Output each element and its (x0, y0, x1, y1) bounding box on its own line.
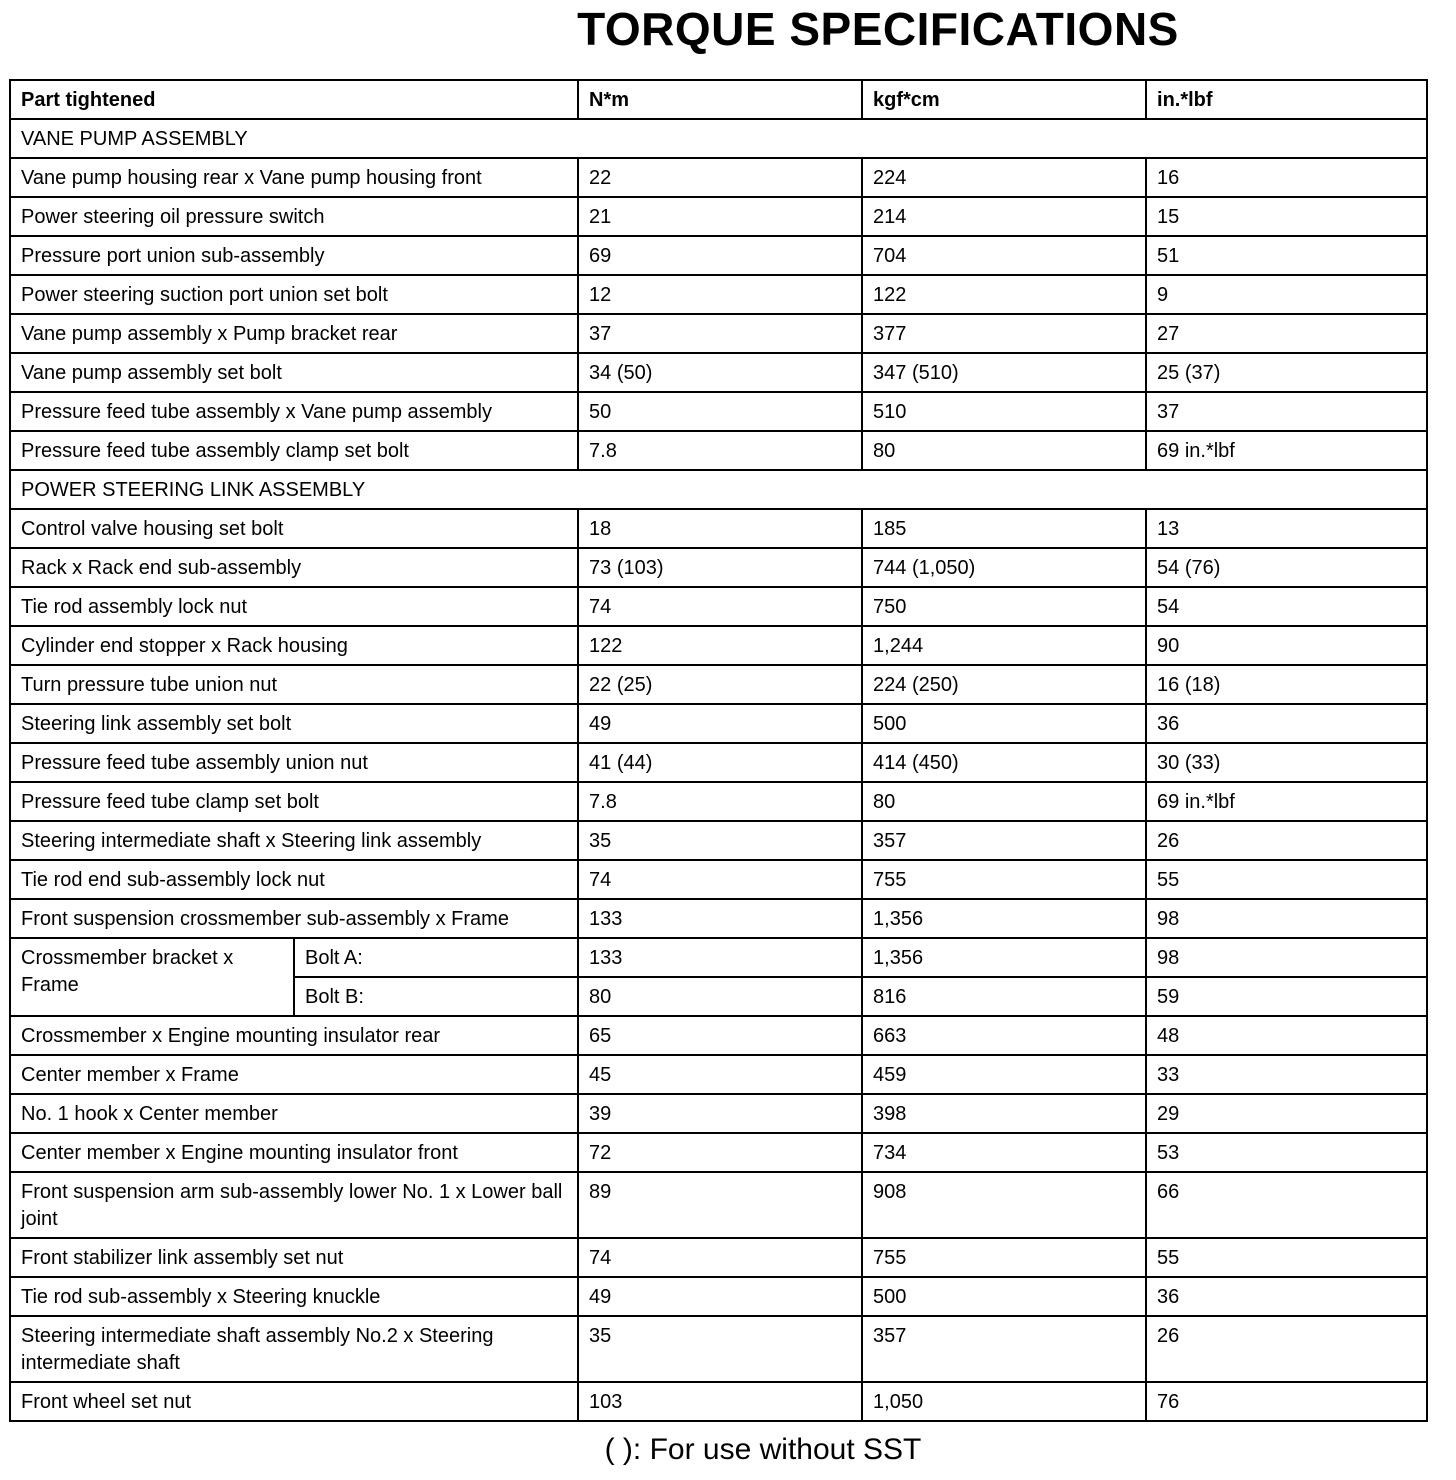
inlbf-cell: 26 (1146, 821, 1427, 860)
nm-cell: 133 (578, 938, 862, 977)
inlbf-cell: 98 (1146, 938, 1427, 977)
nm-cell: 65 (578, 1016, 862, 1055)
inlbf-cell: 26 (1146, 1316, 1427, 1382)
part-cell: Rack x Rack end sub-assembly (10, 548, 578, 587)
footnote: ( ): For use without SST (604, 1433, 922, 1466)
table-body (10, 80, 1427, 1421)
header-nm: N*m (578, 80, 862, 119)
part-cell: Vane pump assembly set bolt (10, 353, 578, 392)
inlbf-cell: 29 (1146, 1094, 1427, 1133)
nm-cell: 18 (578, 509, 862, 548)
part-cell: Steering intermediate shaft assembly No.2 x Steering intermediate shaft (10, 1316, 578, 1382)
nm-cell: 122 (578, 626, 862, 665)
kgfcm-cell: 357 (862, 1316, 1146, 1382)
bolt-label-cell: Bolt A: (294, 938, 578, 977)
table-header-row (10, 80, 1427, 119)
part-cell: Tie rod sub-assembly x Steering knuckle (10, 1277, 578, 1316)
nm-cell: 22 (25) (578, 665, 862, 704)
table-row (10, 587, 1427, 626)
kgfcm-cell: 816 (862, 977, 1146, 1016)
kgfcm-cell: 908 (862, 1172, 1146, 1238)
nm-cell: 41 (44) (578, 743, 862, 782)
table-row (10, 431, 1427, 470)
table-row (10, 782, 1427, 821)
kgfcm-cell: 224 (862, 158, 1146, 197)
kgfcm-cell: 398 (862, 1094, 1146, 1133)
part-cell: Vane pump assembly x Pump bracket rear (10, 314, 578, 353)
kgfcm-cell: 663 (862, 1016, 1146, 1055)
table-row (10, 899, 1427, 938)
inlbf-cell: 54 (76) (1146, 548, 1427, 587)
table-row (10, 548, 1427, 587)
inlbf-cell: 16 (1146, 158, 1427, 197)
nm-cell: 35 (578, 1316, 862, 1382)
inlbf-cell: 76 (1146, 1382, 1427, 1421)
part-cell: Front suspension arm sub-assembly lower No. 1 x Lower ball joint (10, 1172, 578, 1238)
part-cell: Tie rod end sub-assembly lock nut (10, 860, 578, 899)
kgfcm-cell: 750 (862, 587, 1146, 626)
nm-cell: 49 (578, 1277, 862, 1316)
table-row (10, 1016, 1427, 1055)
header-inlbf: in.*lbf (1146, 80, 1427, 119)
bolt-label-cell: Bolt B: (294, 977, 578, 1016)
nm-cell: 7.8 (578, 431, 862, 470)
nm-cell: 45 (578, 1055, 862, 1094)
kgfcm-cell: 80 (862, 431, 1146, 470)
torque-spec-table (9, 79, 1428, 1422)
table-row (10, 275, 1427, 314)
kgfcm-cell: 80 (862, 782, 1146, 821)
nm-cell: 89 (578, 1172, 862, 1238)
part-cell: Tie rod assembly lock nut (10, 587, 578, 626)
nm-cell: 35 (578, 821, 862, 860)
nm-cell: 37 (578, 314, 862, 353)
part-cell: Center member x Frame (10, 1055, 578, 1094)
inlbf-cell: 53 (1146, 1133, 1427, 1172)
nm-cell: 69 (578, 236, 862, 275)
part-cell: Vane pump housing rear x Vane pump housing front (10, 158, 578, 197)
part-cell: Front wheel set nut (10, 1382, 578, 1421)
section-row (10, 470, 1427, 509)
nm-cell: 103 (578, 1382, 862, 1421)
inlbf-cell: 55 (1146, 1238, 1427, 1277)
table-row (10, 392, 1427, 431)
kgfcm-cell: 1,050 (862, 1382, 1146, 1421)
table-row (10, 1277, 1427, 1316)
part-cell: No. 1 hook x Center member (10, 1094, 578, 1133)
inlbf-cell: 90 (1146, 626, 1427, 665)
table-row (10, 1382, 1427, 1421)
kgfcm-cell: 1,244 (862, 626, 1146, 665)
table-row (10, 743, 1427, 782)
inlbf-cell: 30 (33) (1146, 743, 1427, 782)
nm-cell: 7.8 (578, 782, 862, 821)
inlbf-cell: 69 in.*lbf (1146, 782, 1427, 821)
table-row (10, 1133, 1427, 1172)
part-cell: Crossmember x Engine mounting insulator rear (10, 1016, 578, 1055)
table-row (10, 1172, 1427, 1238)
table-row (10, 509, 1427, 548)
inlbf-cell: 36 (1146, 1277, 1427, 1316)
inlbf-cell: 51 (1146, 236, 1427, 275)
nm-cell: 39 (578, 1094, 862, 1133)
inlbf-cell: 69 in.*lbf (1146, 431, 1427, 470)
inlbf-cell: 54 (1146, 587, 1427, 626)
inlbf-cell: 48 (1146, 1016, 1427, 1055)
part-cell: Cylinder end stopper x Rack housing (10, 626, 578, 665)
kgfcm-cell: 377 (862, 314, 1146, 353)
kgfcm-cell: 734 (862, 1133, 1146, 1172)
page-title: TORQUE SPECIFICATIONS (577, 3, 1179, 55)
kgfcm-cell: 224 (250) (862, 665, 1146, 704)
nm-cell: 74 (578, 587, 862, 626)
nm-cell: 12 (578, 275, 862, 314)
kgfcm-cell: 500 (862, 1277, 1146, 1316)
kgfcm-cell: 704 (862, 236, 1146, 275)
section-title: POWER STEERING LINK ASSEMBLY (10, 470, 1427, 509)
nm-cell: 22 (578, 158, 862, 197)
header-kgfcm: kgf*cm (862, 80, 1146, 119)
inlbf-cell: 25 (37) (1146, 353, 1427, 392)
table-row (10, 1238, 1427, 1277)
table-row (10, 665, 1427, 704)
part-cell: Pressure feed tube assembly clamp set bolt (10, 431, 578, 470)
inlbf-cell: 55 (1146, 860, 1427, 899)
kgfcm-cell: 500 (862, 704, 1146, 743)
inlbf-cell: 59 (1146, 977, 1427, 1016)
kgfcm-cell: 414 (450) (862, 743, 1146, 782)
part-cell: Pressure port union sub-assembly (10, 236, 578, 275)
nm-cell: 21 (578, 197, 862, 236)
table-row (10, 860, 1427, 899)
part-cell: Front suspension crossmember sub-assembly x Frame (10, 899, 578, 938)
table-row (10, 626, 1427, 665)
inlbf-cell: 13 (1146, 509, 1427, 548)
part-cell: Control valve housing set bolt (10, 509, 578, 548)
nm-cell: 74 (578, 1238, 862, 1277)
table-row (10, 158, 1427, 197)
kgfcm-cell: 744 (1,050) (862, 548, 1146, 587)
part-cell: Pressure feed tube clamp set bolt (10, 782, 578, 821)
nm-cell: 34 (50) (578, 353, 862, 392)
part-cell: Turn pressure tube union nut (10, 665, 578, 704)
inlbf-cell: 98 (1146, 899, 1427, 938)
table-row (10, 704, 1427, 743)
table-row (10, 314, 1427, 353)
nm-cell: 133 (578, 899, 862, 938)
kgfcm-cell: 122 (862, 275, 1146, 314)
inlbf-cell: 66 (1146, 1172, 1427, 1238)
table-row (10, 1316, 1427, 1382)
inlbf-cell: 37 (1146, 392, 1427, 431)
table-row (10, 1055, 1427, 1094)
part-cell: Steering link assembly set bolt (10, 704, 578, 743)
inlbf-cell: 27 (1146, 314, 1427, 353)
part-cell: Pressure feed tube assembly union nut (10, 743, 578, 782)
part-cell: Power steering oil pressure switch (10, 197, 578, 236)
kgfcm-cell: 755 (862, 860, 1146, 899)
inlbf-cell: 33 (1146, 1055, 1427, 1094)
part-cell: Steering intermediate shaft x Steering link assembly (10, 821, 578, 860)
table-row (10, 197, 1427, 236)
header-part: Part tightened (10, 80, 578, 119)
table-row (10, 236, 1427, 275)
kgfcm-cell: 1,356 (862, 899, 1146, 938)
part-cell: Center member x Engine mounting insulator front (10, 1133, 578, 1172)
kgfcm-cell: 185 (862, 509, 1146, 548)
inlbf-cell: 36 (1146, 704, 1427, 743)
table-row (10, 821, 1427, 860)
kgfcm-cell: 357 (862, 821, 1146, 860)
inlbf-cell: 16 (18) (1146, 665, 1427, 704)
section-title: VANE PUMP ASSEMBLY (10, 119, 1427, 158)
kgfcm-cell: 347 (510) (862, 353, 1146, 392)
kgfcm-cell: 214 (862, 197, 1146, 236)
nm-cell: 74 (578, 860, 862, 899)
inlbf-cell: 9 (1146, 275, 1427, 314)
table-row (10, 353, 1427, 392)
inlbf-cell: 15 (1146, 197, 1427, 236)
part-cell: Pressure feed tube assembly x Vane pump assembly (10, 392, 578, 431)
table-row (10, 938, 1427, 977)
kgfcm-cell: 755 (862, 1238, 1146, 1277)
nm-cell: 49 (578, 704, 862, 743)
nm-cell: 72 (578, 1133, 862, 1172)
table-row (10, 1094, 1427, 1133)
kgfcm-cell: 1,356 (862, 938, 1146, 977)
nm-cell: 50 (578, 392, 862, 431)
part-cell: Front stabilizer link assembly set nut (10, 1238, 578, 1277)
nm-cell: 80 (578, 977, 862, 1016)
part-cell: Power steering suction port union set bolt (10, 275, 578, 314)
kgfcm-cell: 459 (862, 1055, 1146, 1094)
kgfcm-cell: 510 (862, 392, 1146, 431)
nm-cell: 73 (103) (578, 548, 862, 587)
part-cell: Crossmember bracket x Frame (10, 938, 294, 1016)
section-row (10, 119, 1427, 158)
